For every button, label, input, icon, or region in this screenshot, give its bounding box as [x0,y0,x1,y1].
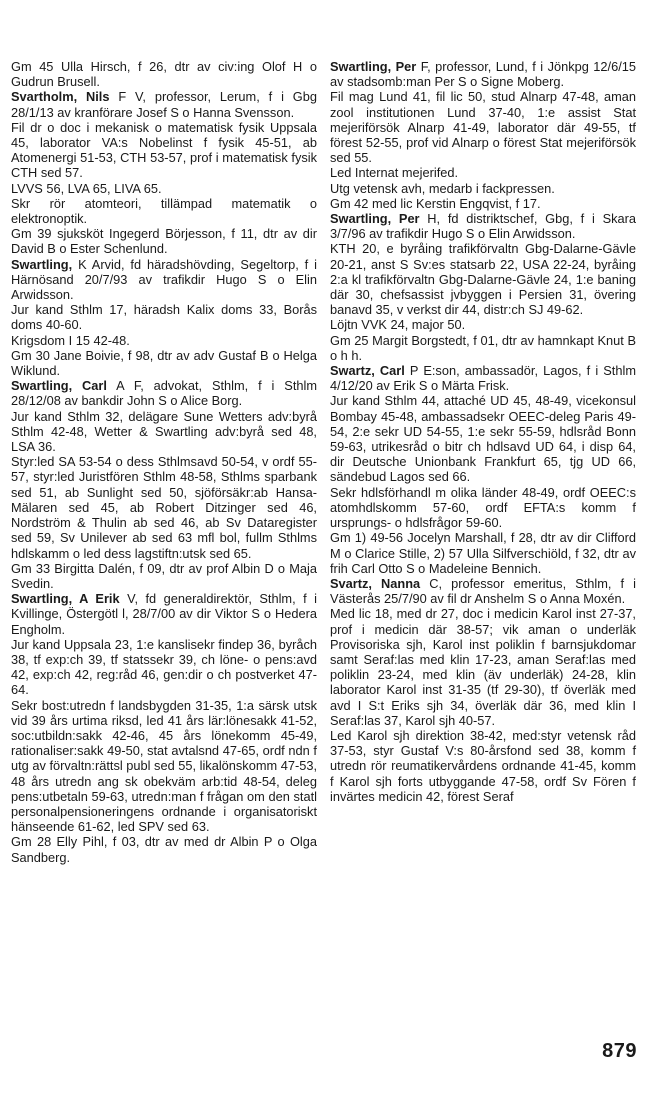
paragraph [330,485,636,531]
entry-text: Gm 42 med lic Kerstin Engqvist, f 17. [330,195,541,211]
paragraph [330,317,636,332]
entry-text: C, professor emeritus, Sthlm, f i Västerås 25/7/90 av fil dr Anshelm S o Anna Moxén. [330,575,636,607]
entry-name: Swartling, A Erik [11,591,120,607]
entry-text: F, professor, Lund, f i Jönkpg 12/6/15 av stadsomb:man Per S o Signe Moberg. [330,59,636,90]
paragraph [330,165,636,180]
paragraph [11,257,317,303]
entry-text: Fil dr o doc i mekanisk o matematisk fysik Uppsala 45, laborator VA:s Nobelinst f fysik 45-51, ab Atomenergi 51-53, CTH 53-57, prof i matematisk fysik CTH sed 57. [11,119,317,181]
paragraph [330,181,636,196]
paragraph [11,834,317,864]
paragraph [11,181,317,196]
entry-text: Gm 30 Jane Boivie, f 98, dtr av adv Gustaf B o Helga Wiklund. [11,347,317,379]
paragraph [330,576,636,606]
page-number: 879 [602,1040,637,1062]
paragraph [330,211,636,241]
entry-text: P E:son, ambassadör, Lagos, f i Sthlm 4/12/20 av Erik S o Märta Frisk. [330,363,636,394]
paragraph [11,698,317,835]
left-column [11,59,317,865]
entry-text: Jur kand Uppsala 23, 1:e kanslisekr findep 36, byråch 38, tf exp:ch 39, tf statssekr 39, ch löne- o pens:avd 42, exp:ch 42, reg:råd 46, gen:dir o ch postverket 47-64. [11,636,317,698]
entry-text: Sekr bost:utredn f landsbygden 31-35, 1:a särsk utsk vid 39 års urtima riksd, led 41 års lär:lönesakk 41-52, soc:utbildn:sakk 42-46, 45 års lönekomm 45-49, rationaliser:sakk 49-50, stat avtalsnd 47-65, ordf ndn f utg av förvaltn:rättsl publ sed 55, likalönskomm 47-53, 48 års utredn ang sk obekväm arb:tid 48-54, deleg pens:utbetaln 59-63, utredn:man f frågan om den statl personalpensioneringens ordnande i organisatoriskt hänseende 61-62, led SPV sed 63. [11,697,317,835]
paragraph [11,454,317,560]
entry-text: Jur kand Sthlm 17, häradsh Kalix doms 33, Borås doms 40-60. [11,302,317,333]
paragraph [11,226,317,256]
paragraph [330,333,636,363]
entry-text: A F, advokat, Sthlm, f i Sthlm 28/12/08 av bankdir John S o Alice Borg. [11,378,317,409]
entry-text: Gm 39 sjuksköt Ingegerd Börjesson, f 11, dtr av dir David B o Ester Schenlund. [11,226,317,257]
entry-text: Krigsdom I 15 42-48. [11,332,130,348]
paragraph [11,637,317,698]
entry-text: Löjtn VVK 24, major 50. [330,317,466,333]
entry-text: LVVS 56, LVA 65, LIVA 65. [11,180,162,196]
paragraph [11,378,317,408]
entry-text: Gm 25 Margit Borgstedt, f 01, dtr av hamnkapt Knut B o h h. [330,332,636,363]
entry-text: K Arvid, fd häradshövding, Segeltorp, f i Härnösand 20/7/93 av trafikdir Hugo S o Elin Arwidsson. [11,256,317,303]
entry-text: Gm 28 Elly Pihl, f 03, dtr av med dr Albin P o Olga Sandberg. [11,834,317,865]
entry-name: Swartz, Carl [330,363,405,379]
paragraph [330,59,636,89]
entry-text: Med lic 18, med dr 27, doc i medicin Karol inst 27-37, prof i medicin där 38-57; vik aman o underläk Provisoriska sjh, Karol inst poliklin f barnsjukdomar samt Seraf:las med klin 17-23, aman Seraf:las med poliklin 23-24, med klin (äv underläk) 24-28, klin laborator Karol inst 31-35 (tf 29-30), tf överläk med avd I S:t Eriks sjh 34, överläk där 36, med klin I Seraf:las 37, Karol sjh 40-57. [330,606,636,728]
paragraph [11,591,317,637]
entry-name: Swartling, [11,256,73,272]
entry-text: F V, professor, Lerum, f i Gbg 28/1/13 av kranförare Josef S o Hanna Svensson. [11,89,317,120]
entry-text: Gm 1) 49-56 Jocelyn Marshall, f 28, dtr av dir Clifford M o Clarice Stille, 2) 57 Ulla Silfverschiöld, f 32, dtr av frih Carl Otto S o Madeleine Bennich. [330,530,636,576]
entry-text: H, fd distriktschef, Gbg, f i Skara 3/7/96 av trafikdir Hugo S o Elin Arwidsson. [330,211,636,242]
entry-text: Jur kand Sthlm 44, attaché UD 45, 48-49, vicekonsul Bombay 45-48, ambassadsekr OEEC-deleg Paris 49-54, 2:e sekr UD 54-55, 1:e sekr 55-59, hdlsråd Bonn 59-63, utrikesråd o bitr ch hdlsavd UD 64, i disp 64, dir Deutsche Unionbank Frankfurt 65, tjg UD 66, sändebud Lagos sed 66. [330,393,636,485]
entry-text: Led Internat mejerifed. [330,165,459,181]
paragraph [11,196,317,226]
paragraph [330,241,636,317]
paragraph [11,302,317,332]
entry-name: Svartholm, Nils [11,89,110,105]
paragraph [11,409,317,455]
paragraph [330,363,636,393]
entry-text: Sekr hdlsförhandl m olika länder 48-49, ordf OEEC:s atomhdlskomm 57-60, ordf EFTA:s komm f ursprungs- o hdlsfrågor 59-60. [330,484,636,531]
paragraph [11,348,317,378]
paragraph [11,333,317,348]
entry-text: Gm 33 Birgitta Dalén, f 09, dtr av prof Albin D o Maja Svedin. [11,560,317,591]
entry-text: Fil mag Lund 41, fil lic 50, stud Alnarp 47-48, aman zool institutionen Lund 37-40, 1:e assist Stat mejeriförsök Alnarp 41-49, laborator där 49-55, tf förest 52-55, prof vid Alnarp o förest Stat mejeriförsök sed 55. [330,89,636,166]
paragraph [11,120,317,181]
entry-text: Gm 45 Ulla Hirsch, f 26, dtr av civ:ing Olof H o Gudrun Brusell. [11,59,317,90]
entry-name: Svartz, Nanna [330,575,421,591]
paragraph [330,728,636,804]
paragraph [11,59,317,89]
paragraph [330,530,636,576]
entry-text: Utg vetensk avh, medarb i fackpressen. [330,180,555,196]
entry-text: Led Karol sjh direktion 38-42, med:styr vetensk råd 37-53, styr Gustaf V:s 80-årsfond sed 38, komm f utredn rör reumatikervårdens ordnande 41-45, komm f Karol sjh forts utbyggande 47-58, ordf Sv Fören f invärtes medicin 42, förest Seraf [330,727,636,804]
entry-name: Swartling, Per [330,59,417,74]
entry-text: Skr rör atomteori, tillämpad matematik o elektronoptik. [11,195,317,227]
paragraph [330,393,636,484]
entry-text: V, fd generaldirektör, Sthlm, f i Kvillinge, Östergötl l, 28/7/00 av dir Viktor S o Hedera Engholm. [11,591,317,637]
entry-name: Swartling, Carl [11,378,107,394]
paragraph [330,196,636,211]
entry-text: KTH 20, e byråing trafikförvaltn Gbg-Dalarne-Gävle 20-21, anst S Sv:es statsarb 22, USA 22-24, byråing 2:a kl trafikförvaltn Gbg-Dalarne-Gävle 24, 1:e baning där 30, chefsassist jvbyggen i Persien 31, övering banavd 35, v verkst dir 44, distr:ch SJ 49-62. [330,241,636,318]
paragraph [330,89,636,165]
entry-name: Swartling, Per [330,211,420,227]
paragraph [11,561,317,591]
entry-text: Styr:led SA 53-54 o dess Sthlmsavd 50-54, v ordf 55-57, styr:led Juristfören Sthlm 48-58, Sthlms sparbank sed 51, ab Sunlight sed 50, sjöförsäkr:ab Hansa-Mälaren sed 45, ab Robert Ditzinger sed 46, Nordström & Thulin ab sed 46, ab Sv Dataregister sed 59, Sv Unilever ab sed 63 mfl bol, fullm Sthlms hdlskamm o led dess lagstiftn:utsk sed 65. [11,454,317,561]
paragraph [11,89,317,119]
right-column [330,59,636,804]
paragraph [330,606,636,728]
entry-text: Jur kand Sthlm 32, delägare Sune Wetters adv:byrå Sthlm 42-48, Wetter & Swartling adv:byrå sed 48, LSA 36. [11,408,317,455]
